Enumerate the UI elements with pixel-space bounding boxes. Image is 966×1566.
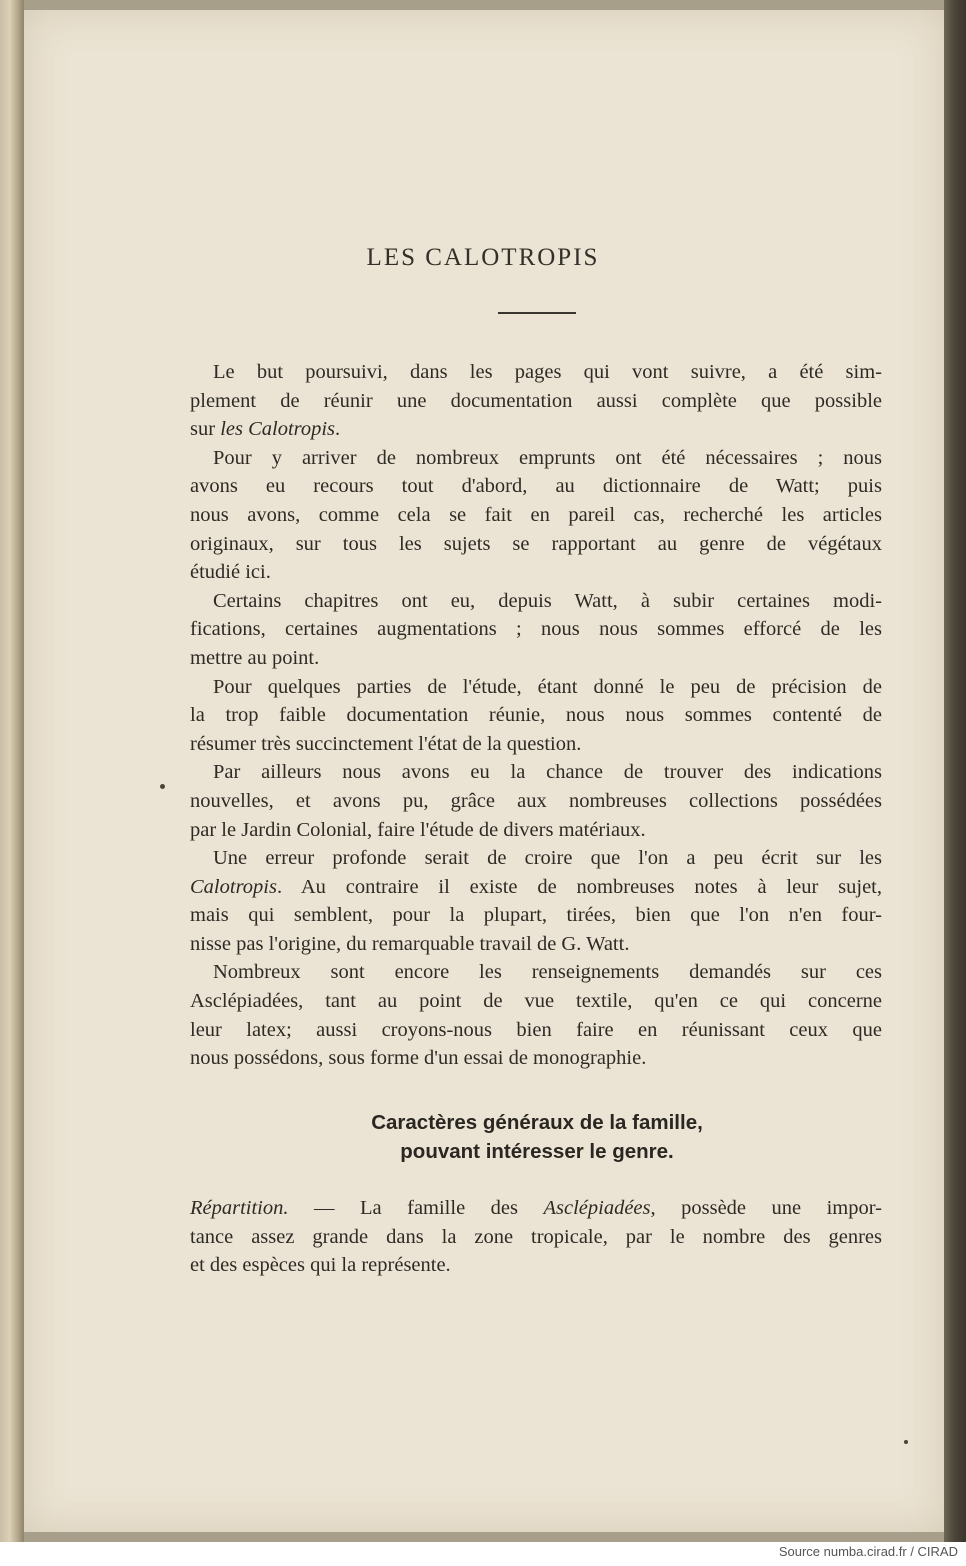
- section-heading-line: pouvant intéresser le genre.: [400, 1140, 674, 1163]
- page-edge-shadow: [944, 0, 966, 1542]
- text-line: nisse pas l'origine, du remarquable travail de G. Watt.: [190, 932, 630, 955]
- text-line: fications, certaines augmentations ; nous nous sommes efforcé de les: [190, 618, 882, 641]
- paragraph: [190, 844, 882, 958]
- source-credit: Source numba.cirad.fr / CIRAD: [778, 1544, 958, 1559]
- ink-speck: [904, 1440, 908, 1444]
- text-span: sur: [190, 418, 221, 441]
- text-line: la trop faible documentation réunie, nous nous sommes contenté de: [190, 704, 882, 727]
- book-spine: [0, 0, 24, 1542]
- text-span: , possède une impor-: [650, 1197, 882, 1219]
- text-line: originaux, sur tous les sujets se rapportant au genre de végétaux: [190, 532, 882, 555]
- text-line: Une erreur profonde serait de croire que l'on a peu écrit sur les: [213, 847, 882, 870]
- ink-speck: [160, 784, 165, 789]
- section-heading: [0, 1108, 966, 1166]
- text-line: avons eu recours tout d'abord, au dictionnaire de Watt; puis: [190, 475, 882, 498]
- text-line: et des espèces qui la représente.: [190, 1254, 451, 1277]
- text-line: étudié ici.: [190, 561, 271, 584]
- text-line: Le but poursuivi, dans les pages qui vont suivre, a été sim-: [213, 361, 882, 383]
- italic-text: Asclépiadées: [543, 1197, 651, 1219]
- paragraph: [190, 758, 882, 844]
- text-line: nous avons, comme cela se fait en pareil cas, recherché les articles: [190, 503, 882, 526]
- text-line: Pour y arriver de nombreux emprunts ont été nécessaires ; nous: [213, 446, 882, 469]
- text-line: mettre au point.: [190, 646, 320, 669]
- text-line: leur latex; aussi croyons-nous bien faire en réunissant ceux que: [190, 1018, 882, 1041]
- text-line: mais qui semblent, pour la plupart, tirées, bien que l'on n'en four-: [190, 904, 882, 927]
- page-title: LES CALOTROPIS: [366, 244, 600, 271]
- text-line: [190, 873, 882, 902]
- paragraph: [190, 587, 882, 673]
- title-rule: [498, 312, 576, 314]
- text-span: . Au contraire il existe de nombreuses notes à leur sujet,: [276, 875, 882, 898]
- italic-text: Calotropis: [190, 875, 277, 898]
- text-span: — La famille des: [288, 1197, 544, 1219]
- text-line: nouvelles, et avons pu, grâce aux nombreuses collections possédées: [190, 789, 882, 812]
- italic-label: Répartition.: [190, 1197, 289, 1219]
- text-line: Certains chapitres ont eu, depuis Watt, à subir certaines modi-: [213, 589, 882, 612]
- paragraph: [190, 673, 882, 759]
- body-text: [190, 358, 882, 1073]
- text-line: par le Jardin Colonial, faire l'étude de divers matériaux.: [190, 818, 646, 841]
- text-line: résumer très succinctement l'état de la question.: [190, 732, 582, 755]
- text-line: nous possédons, sous forme d'un essai de monographie.: [190, 1047, 647, 1070]
- text-line: Pour quelques parties de l'étude, étant donné le peu de précision de: [213, 675, 882, 698]
- text-line: [190, 415, 882, 444]
- text-line: Par ailleurs nous avons eu la chance de trouver des indications: [213, 761, 882, 784]
- italic-text: les Calotropis: [220, 418, 336, 441]
- text-line: Asclépiadées, tant au point de vue textile, qu'en ce qui concerne: [190, 990, 882, 1013]
- text-line: Nombreux sont encore les renseignements demandés sur ces: [213, 961, 882, 984]
- text-line: plement de réunir une documentation aussi complète que possible: [190, 389, 882, 412]
- section-heading-line: Caractères généraux de la famille,: [371, 1111, 703, 1134]
- repartition-paragraph: [190, 1194, 882, 1280]
- text-span: .: [335, 418, 341, 441]
- paragraph: [190, 358, 882, 444]
- text-line: [190, 1194, 882, 1223]
- paragraph: [190, 444, 882, 587]
- text-line: tance assez grande dans la zone tropicale, par le nombre des genres: [190, 1225, 882, 1248]
- paragraph: [190, 958, 882, 1072]
